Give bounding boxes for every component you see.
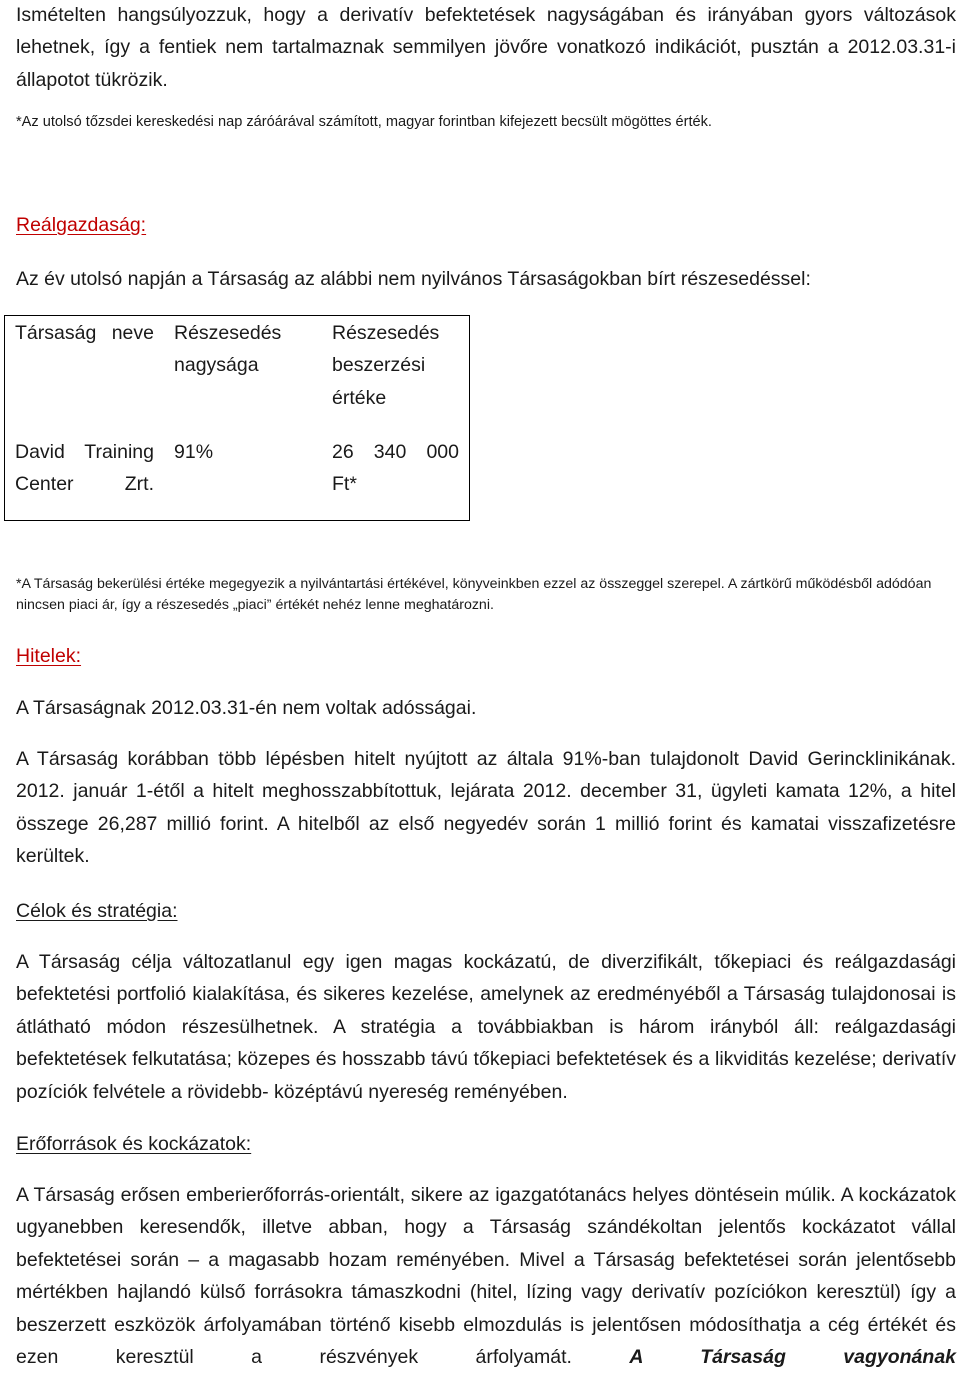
header-company: Társaság neve	[15, 322, 154, 344]
cell-company: David Training Center Zrt.	[15, 441, 154, 496]
table-row	[5, 435, 470, 521]
resources-paragraph	[16, 1179, 956, 1373]
loans-paragraph-1: A Társaságnak 2012.03.31-én nem voltak adósságai.	[16, 697, 477, 719]
resources-trailing-emphasis: A Társaság vagyonának	[629, 1346, 957, 1369]
goals-heading: Célok és stratégia:	[16, 900, 178, 922]
real-estate-heading: Reálgazdaság:	[16, 214, 147, 236]
intro-paragraph: Ismételten hangsúlyozzuk, hogy a derivatív befektetések nagyságában és irányában gyors változások lehetnek, így a fentiek nem tartalmaznak semmilyen jövőre vonatkozó indikációt, pusztán a 2012.03.31-i állapotot tükrözik.	[16, 4, 956, 91]
intro-footnote: *Az utolsó tőzsdei kereskedési nap záróárával számított, magyar forintban kifejezett becsült mögöttes érték.	[16, 114, 712, 130]
loans-heading: Hitelek:	[16, 645, 82, 667]
real-estate-intro: Az év utolsó napján a Társaság az alábbi nem nyilvános Társaságokban bírt részesedéssel:	[16, 268, 811, 290]
header-value: Részesedés beszerzési értéke	[332, 322, 440, 409]
holdings-table	[4, 315, 470, 521]
real-estate-footnote: *A Társaság bekerülési értéke megegyezik a nyilvántartási értékével, könyveinkben ezzel az összeggel szerepel. A zártkörű működésből adódóan nincsen piaci ár, így a részesedés „piaci” értékét nehéz lenne meghatározni.	[16, 576, 932, 613]
resources-text: A Társaság erősen emberierőforrás-orientált, sikere az igazgatótanács helyes döntésein múlik. A kockázatok ugyanebben keresendők, illetve abban, hogy a Társaság szándékoltan jelentős kockázatot vállal befektetései során – a magasabb hozam reményében. Mivel a Társaság befektetései során jelentősebb mértékben hajlandó külső forrásokra támaszkodni (hitel, lízing vagy derivatív pozíciókon keresztül) így a beszerzett eszközök árfolyamában történő kisebb elmozdulás is jelentősen módosíthatja a cég értékét és ezen keresztül a részvények árfolyamát.	[16, 1184, 956, 1369]
header-share: Részesedés nagysága	[174, 322, 282, 377]
resources-heading: Erőforrások és kockázatok:	[16, 1133, 252, 1155]
loans-paragraph-2: A Társaság korábban több lépésben hitelt nyújtott az általa 91%-ban tulajdonolt David Gerincklinikának. 2012. január 1-étől a hitelt meghosszabbítottuk, lejárata 2012. december 31, ügyleti kamata 12%, a hitel összege 26,287 millió forint. A hitelből az első negyedév során 1 millió forint és kamatai visszafizetésre kerültek.	[16, 748, 956, 868]
cell-value: 26 340 000 Ft*	[332, 441, 459, 496]
cell-share: 91%	[174, 441, 214, 463]
table-header-row	[5, 316, 470, 436]
goals-paragraph: A Társaság célja változatlanul egy igen magas kockázatú, de diverzifikált, tőkepiaci és reálgazdasági befektetési portfolió kialakítása, és sikeres kezelése, amelynek az eredményéből a Társaság tulajdonosai is átlátható módon részesülhetnek. A stratégia a továbbiakban is három irányból áll: reálgazdasági befektetések felkutatása; közepes és hosszabb távú tőkepiaci befektetések és a likviditás kezelése; derivatív pozíciók felvétele a rövidebb- középtávú nyereség reményében.	[16, 951, 956, 1103]
